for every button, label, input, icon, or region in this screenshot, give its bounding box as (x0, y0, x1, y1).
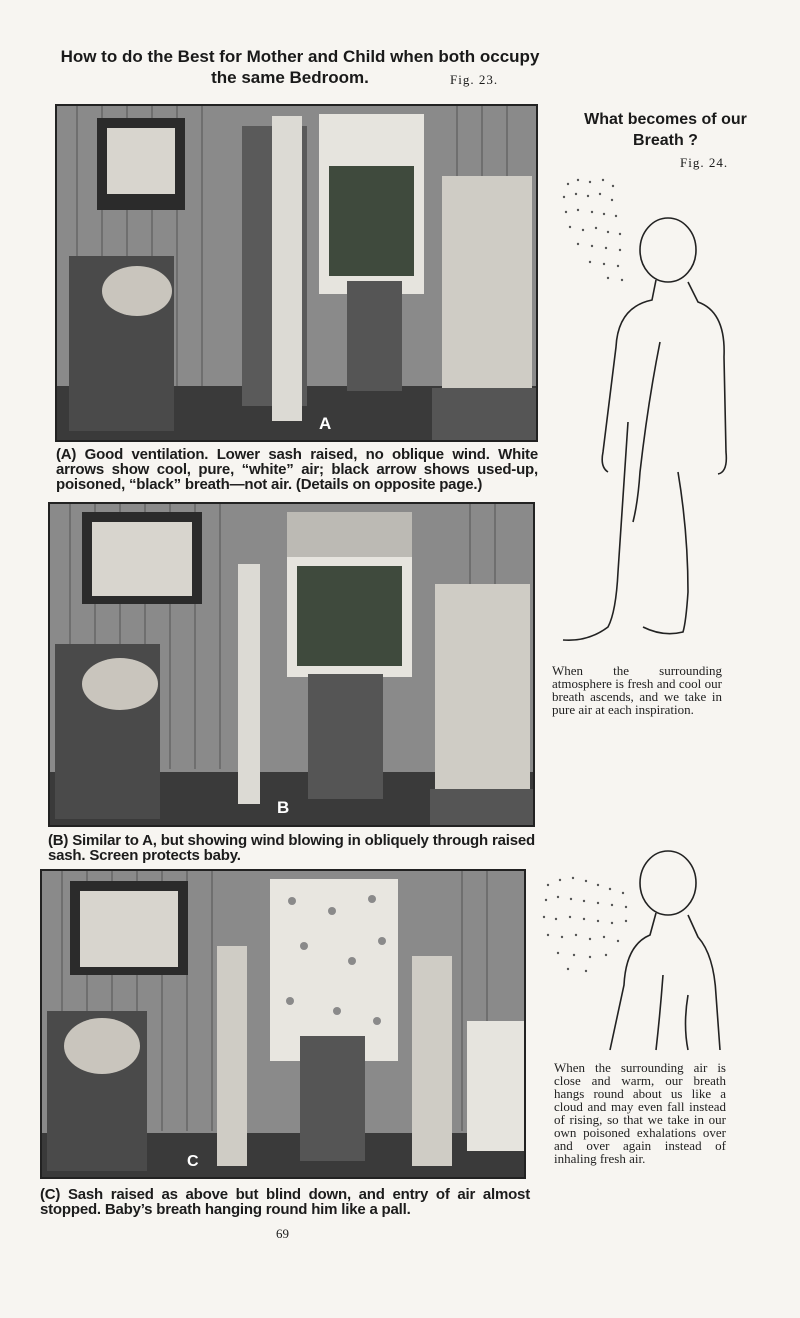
sidebar-heading-line2: Breath ? (633, 132, 698, 149)
illustration-close-air-figure (538, 845, 763, 1055)
photo-letter: C (187, 1153, 199, 1170)
sidebar-heading-line1: What becomes of our (584, 111, 747, 128)
figure-label-23: Fig. 23. (450, 72, 499, 87)
caption-b: (B) Similar to A, but showing wind blowing in obliquely through raised sash. Screen protects baby. (48, 832, 535, 864)
caption-a: (A) Good ventilation. Lower sash raised, no oblique wind. White arrows show cool, pure, “white” air; black arrow shows used-up, poisoned, “black” breath—not air. (Details on opposite page.) (56, 446, 538, 493)
sidebar-text-close-air: When the surrounding air is close and warm, our breath hangs round about us like a cloud and may even fall instead of rising, so that we take in our own poisoned exhalations over and over again instead of inhaling fresh air. (554, 1060, 726, 1166)
photo-a-good-ventilation (55, 104, 538, 442)
photo-b-oblique-wind (48, 502, 535, 827)
page-heading-line1: How to do the Best for Mother and Child when both occupy (60, 47, 540, 66)
photo-c-blind-down (40, 869, 526, 1179)
illustration-fresh-air-figure (548, 172, 788, 662)
page-heading-line2: the same Bedroom. (211, 68, 369, 87)
figure-label-24: Fig. 24. (680, 155, 729, 170)
caption-c: (C) Sash raised as above but blind down, and entry of air almost stopped. Baby’s breath hanging round him like a pall. (40, 1186, 530, 1218)
page-number: 69 (276, 1226, 289, 1241)
photo-letter: A (319, 414, 332, 433)
photo-letter: B (277, 798, 290, 817)
sidebar-text-fresh-air: When the surrounding atmosphere is fresh and cool our breath ascends, and we take in pure air at each inspiration. (552, 663, 722, 717)
